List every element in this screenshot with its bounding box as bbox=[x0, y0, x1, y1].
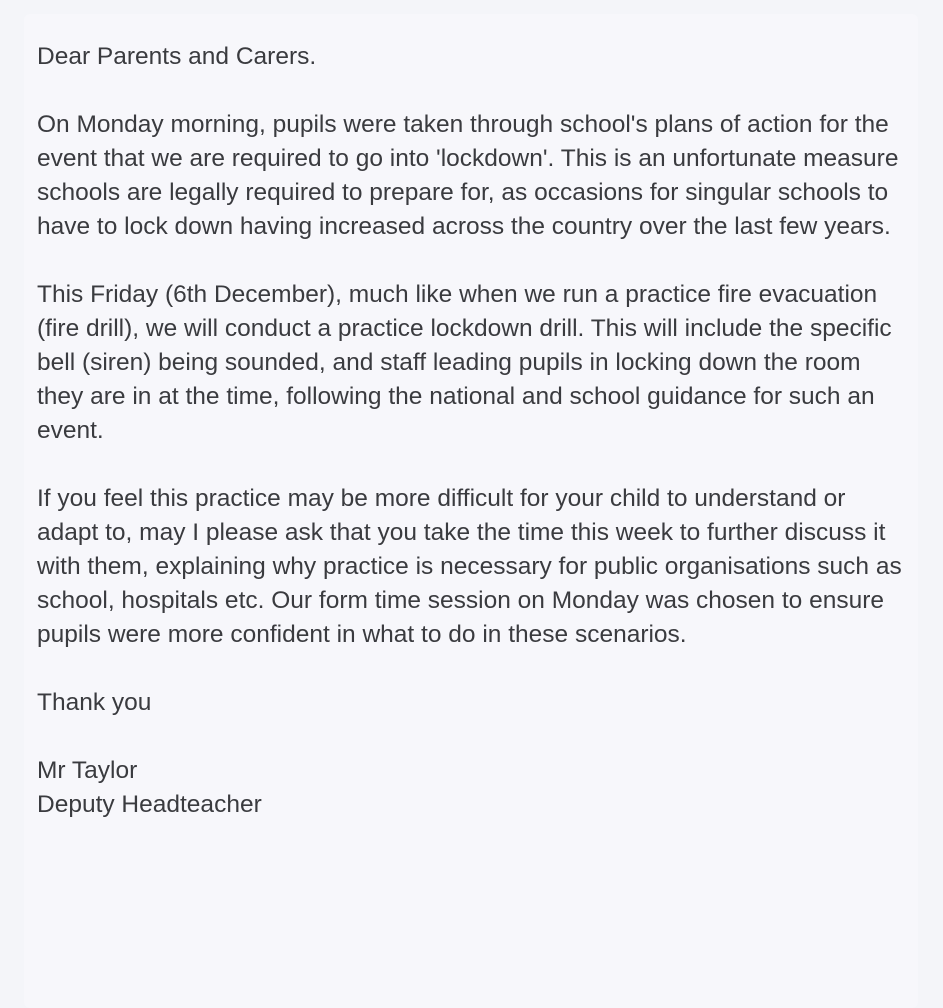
paragraph-gap bbox=[37, 652, 906, 686]
paragraph-3: If you feel this practice may be more difficult for your child to understand or adapt to, may I please ask that you take the time this week to further discuss it with them, explaining why practice is necessary for public organisations such as school, hospitals etc. Our form time session on Monday was chosen to ensure pupils were more confident in what to do in these scenarios. bbox=[37, 485, 902, 648]
paragraph-gap bbox=[37, 74, 906, 108]
signature-title: Deputy Headteacher bbox=[37, 791, 262, 818]
paragraph-gap bbox=[37, 720, 906, 754]
paragraph-gap bbox=[37, 448, 906, 482]
paragraph-2: This Friday (6th December), much like when we run a practice fire evacuation (fire drill), we will conduct a practice lockdown drill. This will include the specific bell (siren) being sounded, and staff leading pupils in locking down the room they are in at the time, following the national and school guidance for such an event. bbox=[37, 281, 892, 444]
paragraph-1: On Monday morning, pupils were taken through school's plans of action for the event that we are required to go into 'lockdown'. This is an unfortunate measure schools are legally required to prepare for, as occasions for singular schools to have to lock down having increased across the country over the last few years. bbox=[37, 111, 899, 240]
letter-body bbox=[24, 14, 918, 1008]
salutation: Dear Parents and Carers. bbox=[37, 43, 317, 70]
signature-name: Mr Taylor bbox=[37, 757, 138, 784]
closing: Thank you bbox=[37, 689, 152, 716]
paragraph-gap bbox=[37, 244, 906, 278]
